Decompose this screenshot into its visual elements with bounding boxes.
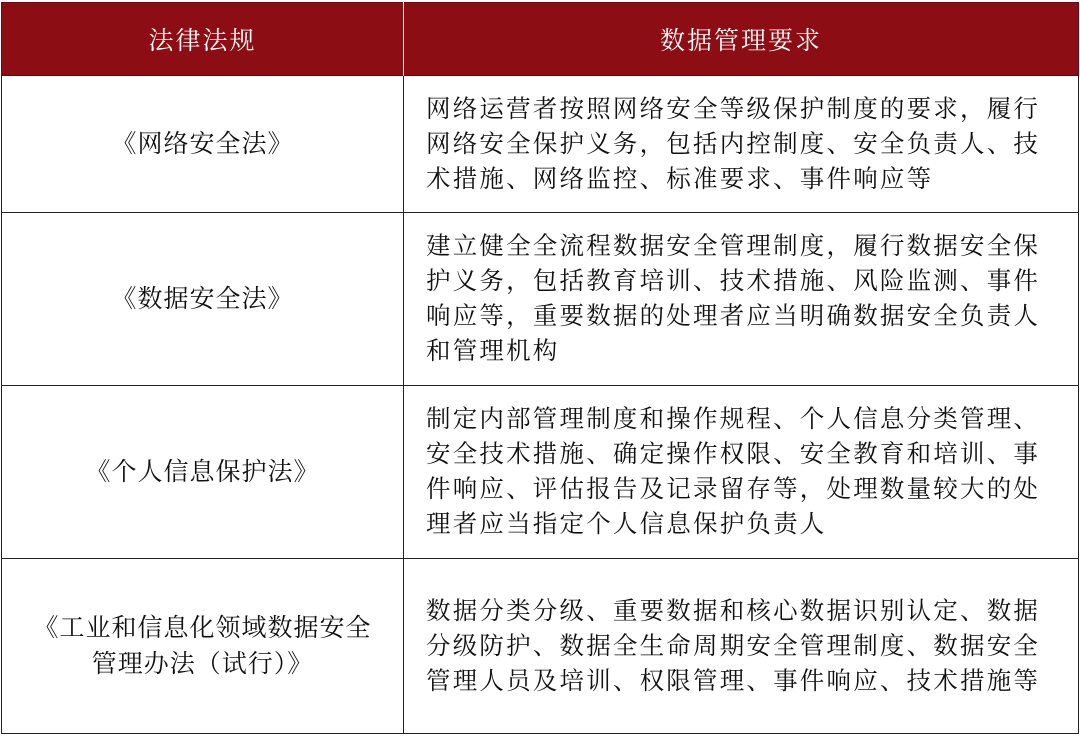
header-requirement: 数据管理要求	[404, 3, 1079, 76]
table-row	[2, 386, 1079, 559]
table-body	[2, 76, 1079, 734]
table-row	[2, 559, 1079, 734]
law-cell: 《网络安全法》	[2, 76, 404, 213]
requirement-cell: 建立健全全流程数据安全管理制度，履行数据安全保护义务，包括教育培训、技术措施、风险监测、事件响应等，重要数据的处理者应当明确数据安全负责人和管理机构	[404, 213, 1079, 386]
requirement-cell: 网络运营者按照网络安全等级保护制度的要求，履行网络安全保护义务，包括内控制度、安全负责人、技术措施、网络监控、标准要求、事件响应等	[404, 76, 1079, 213]
table-header	[2, 3, 1079, 76]
law-cell: 《工业和信息化领域数据安全管理办法（试行）》	[2, 559, 404, 734]
law-cell: 《个人信息保护法》	[2, 386, 404, 559]
header-law: 法律法规	[2, 3, 404, 76]
regulations-table	[1, 2, 1079, 734]
table-row	[2, 213, 1079, 386]
law-cell: 《数据安全法》	[2, 213, 404, 386]
requirement-cell: 数据分类分级、重要数据和核心数据识别认定、数据分级防护、数据全生命周期安全管理制度、数据安全管理人员及培训、权限管理、事件响应、技术措施等	[404, 559, 1079, 734]
requirement-cell: 制定内部管理制度和操作规程、个人信息分类管理、安全技术措施、确定操作权限、安全教育和培训、事件响应、评估报告及记录留存等，处理数量较大的处理者应当指定个人信息保护负责人	[404, 386, 1079, 559]
table-row	[2, 76, 1079, 213]
header-row	[2, 3, 1079, 76]
